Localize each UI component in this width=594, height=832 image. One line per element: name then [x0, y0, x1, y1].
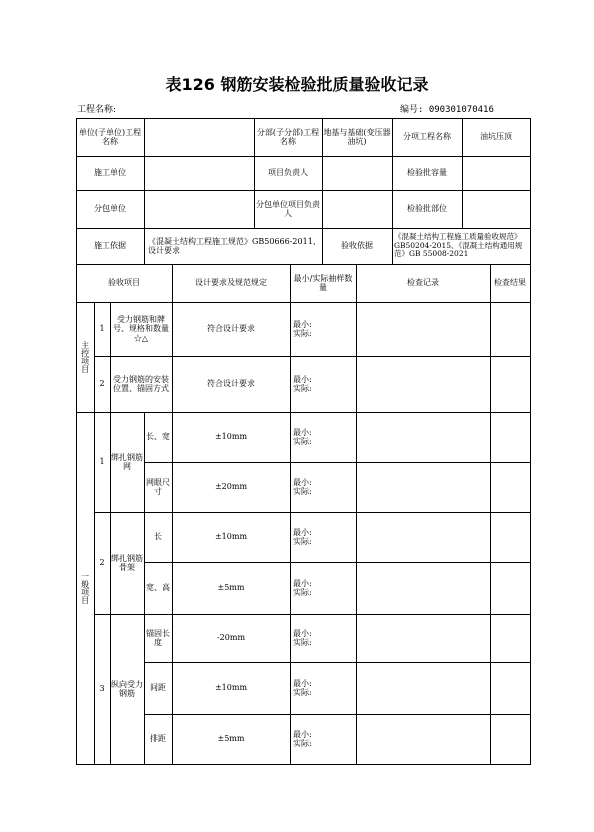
col-record: 检查记录	[407, 278, 439, 288]
construction-basis-label: 施工依据	[94, 241, 126, 251]
acceptance-basis-value: 《混凝土结构工程施工质量验收规范》GB50204-2015、《混凝土结构通用规范》GB 55008-2021	[394, 232, 523, 259]
col-design: 设计要求及规范规定	[195, 278, 267, 288]
main-row-1-item: 受力钢筋和牌号、规格和数量☆△	[113, 315, 169, 343]
sample-min: 最小:	[293, 678, 312, 688]
general-2-1-sample	[290, 512, 356, 562]
sample-min: 最小:	[293, 427, 312, 437]
subitem-label: 分项工程名称	[403, 132, 451, 142]
construction-basis-value: 《混凝土结构工程施工规范》GB50666-2011、 设计要求	[148, 236, 321, 255]
main-row-1-no: 1	[99, 324, 105, 334]
general-1-1-design: ±10mm	[214, 432, 248, 442]
general-group-2-name: 绑扎钢筋骨架	[111, 553, 143, 572]
general-3-3-sample	[290, 714, 356, 764]
main-row-2-no: 2	[99, 379, 105, 389]
serial-value: 090301070416	[428, 105, 494, 115]
main-row-2-item: 受力钢筋的安装位置、锚固方式	[113, 374, 169, 393]
general-3-3-design: ±5mm	[217, 734, 245, 744]
general-1-2-sub: 网眼尺寸	[146, 477, 170, 496]
general-2-2-design: ±5mm	[217, 583, 245, 593]
col-result: 检查结果	[494, 278, 526, 288]
sample-actual: 实际:	[293, 739, 312, 748]
grid-line	[356, 264, 357, 765]
general-2-2-sample	[290, 562, 356, 614]
project-name-label: 工程名称:	[77, 105, 117, 115]
grid-line	[530, 118, 531, 765]
serial-number	[400, 102, 494, 115]
subitem-value: 油坑压顶	[480, 132, 512, 142]
general-3-1-design: -20mm	[216, 633, 246, 643]
subcontract-manager-label: 分包单位项目负责人	[256, 199, 320, 218]
batch-capacity-label: 检验批容量	[407, 168, 447, 178]
col-items: 验收项目	[108, 278, 140, 288]
general-1-1-sample	[290, 412, 356, 462]
grid-line	[144, 118, 145, 229]
general-2-2-sub: 宽、高	[146, 583, 170, 593]
sample-actual: 实际:	[293, 487, 312, 496]
sample-min: 最小:	[293, 527, 312, 537]
main-row-1-sample	[290, 302, 356, 356]
sample-min: 最小:	[293, 319, 312, 329]
subcontract-unit-label: 分包单位	[94, 204, 126, 214]
serial-label: 编号:	[400, 105, 424, 115]
col-sample: 最小/实际抽样数量	[293, 273, 353, 292]
sample-actual: 实际:	[293, 384, 312, 393]
general-group-1-no: 1	[99, 457, 105, 467]
sample-min: 最小:	[293, 729, 312, 739]
general-3-3-sub: 排距	[150, 734, 166, 744]
unit-label: 单位(子单位)工程名称	[78, 127, 142, 146]
sample-actual: 实际:	[293, 537, 312, 546]
sample-min: 最小:	[293, 628, 312, 638]
general-3-2-design: ±10mm	[214, 683, 248, 693]
sample-min: 最小:	[293, 374, 312, 384]
general-group-2-no: 2	[99, 558, 105, 568]
sample-actual: 实际:	[293, 588, 312, 597]
subpart-value: 地基与基础(变压器油坑)	[323, 127, 391, 146]
main-row-2-design: 符合设计要求	[207, 379, 255, 389]
batch-location-label: 检验批部位	[407, 204, 447, 214]
sample-min: 最小:	[293, 477, 312, 487]
general-3-1-sample	[290, 614, 356, 662]
sample-min: 最小:	[293, 578, 312, 588]
general-3-1-sub: 锚固长度	[146, 628, 170, 647]
construction-unit-label: 施工单位	[94, 168, 126, 178]
main-control-label: 主控项目	[80, 341, 90, 373]
sample-actual: 实际:	[293, 638, 312, 647]
grid-line	[490, 264, 491, 765]
subpart-label: 分部(子分部)工程名称	[256, 127, 320, 146]
page-title: 表126 钢筋安装检验批质量验收记录	[165, 75, 429, 94]
main-row-2-sample	[290, 356, 356, 412]
sample-actual: 实际:	[293, 437, 312, 446]
sample-actual: 实际:	[293, 329, 312, 338]
project-manager-label: 项目负责人	[268, 168, 308, 178]
acceptance-basis-label: 验收依据	[341, 241, 373, 251]
general-1-1-sub: 长、宽	[146, 432, 170, 442]
main-row-1-design: 符合设计要求	[207, 324, 255, 334]
general-2-1-sub: 长	[154, 532, 162, 542]
general-1-2-design: ±20mm	[214, 482, 248, 492]
general-3-2-sample	[290, 662, 356, 714]
general-group-3-name: 纵向受力钢筋	[111, 679, 143, 698]
general-group-1-name: 绑扎钢筋网	[111, 452, 143, 471]
general-3-2-sub: 间距	[150, 683, 166, 693]
general-1-2-sample	[290, 462, 356, 512]
sample-actual: 实际:	[293, 688, 312, 697]
general-group-3-no: 3	[99, 684, 105, 694]
general-2-1-design: ±10mm	[214, 532, 248, 542]
general-label: 一般项目	[80, 572, 90, 604]
